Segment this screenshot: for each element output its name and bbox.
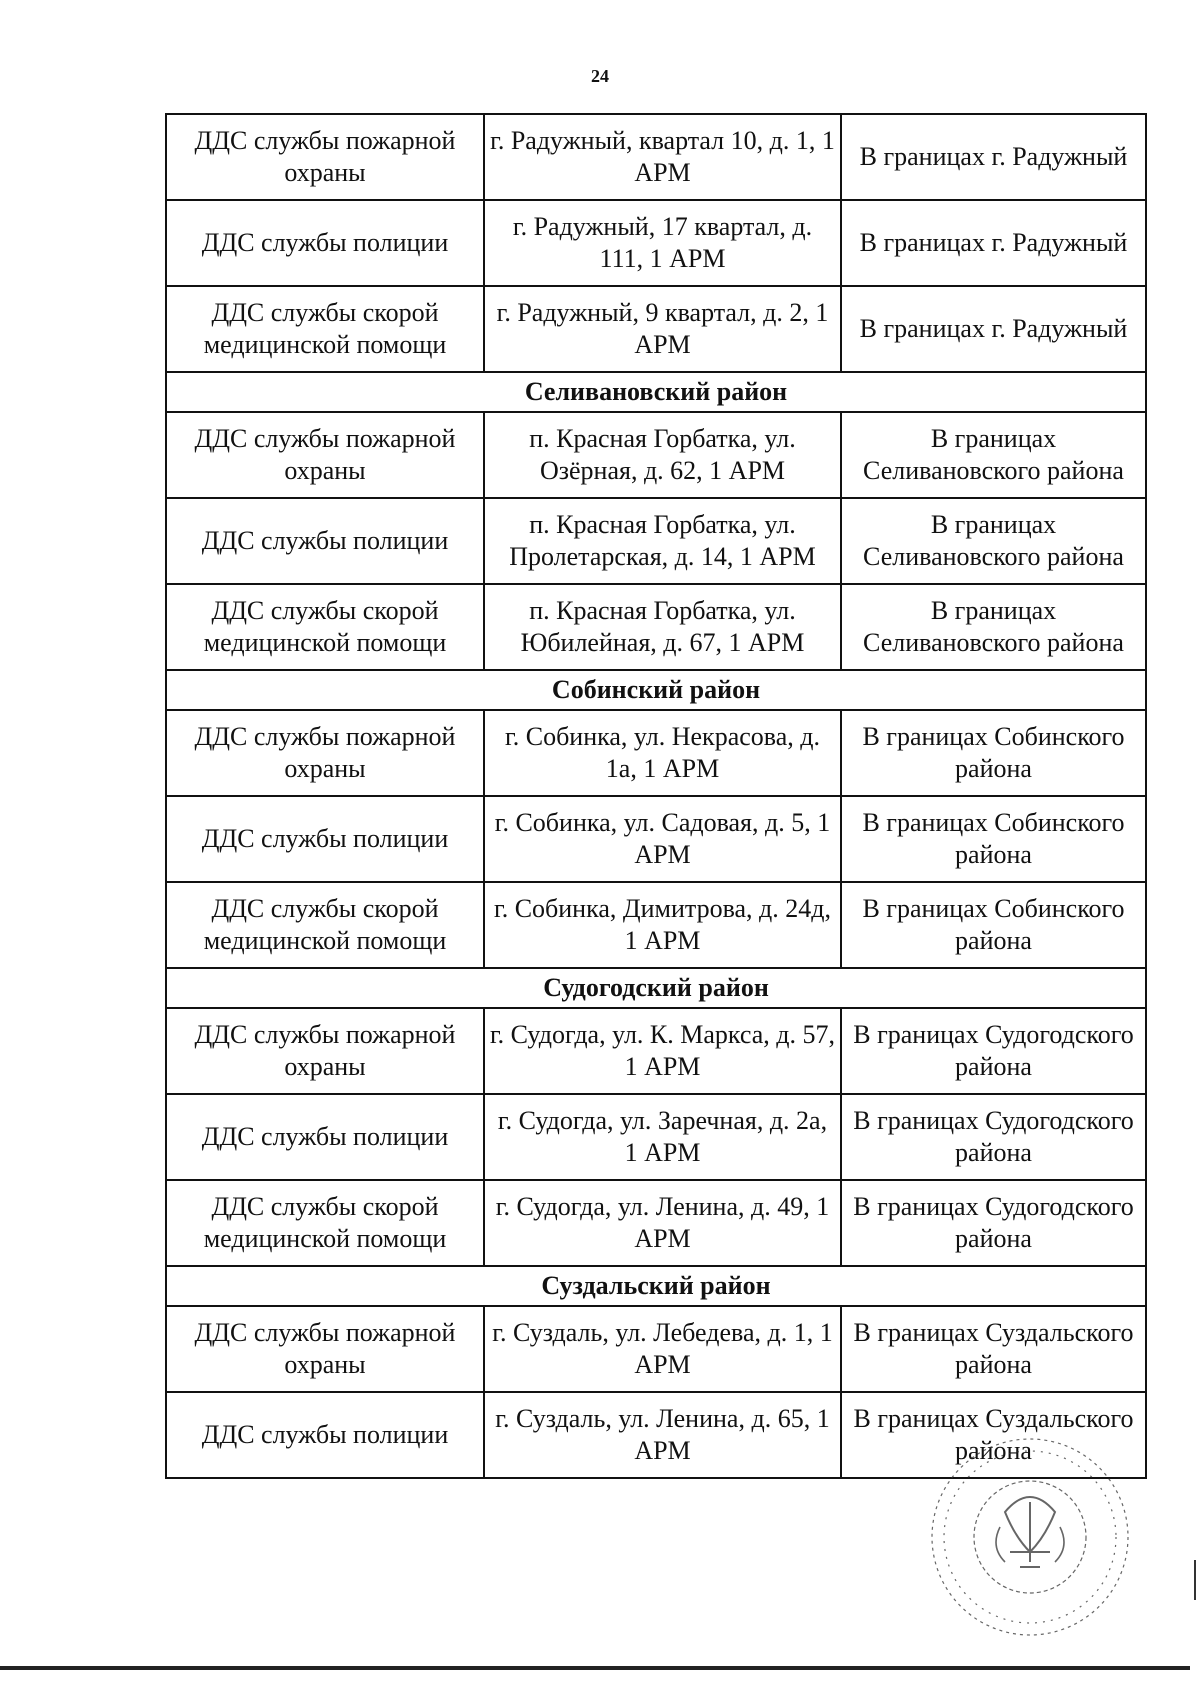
page-bottom-rule: [0, 1666, 1190, 1670]
scan-edge-mark: [1194, 1560, 1196, 1600]
table-row: [166, 200, 1146, 286]
service-cell: ДДС службы полиции: [166, 1392, 484, 1478]
address-cell: г. Радужный, квартал 10, д. 1, 1 АРМ: [484, 114, 841, 200]
table-row: [166, 286, 1146, 372]
address-cell: п. Красная Горбатка, ул. Пролетарская, д. 14, 1 АРМ: [484, 498, 841, 584]
table-row: [166, 498, 1146, 584]
service-cell: ДДС службы скорой медицинской помощи: [166, 882, 484, 968]
zone-cell: В границах Судогодского района: [841, 1008, 1146, 1094]
table-row: [166, 1008, 1146, 1094]
services-table-body: [166, 114, 1146, 1478]
address-cell: п. Красная Горбатка, ул. Озёрная, д. 62, 1 АРМ: [484, 412, 841, 498]
section-title: Судогодский район: [166, 968, 1146, 1008]
address-cell: г. Собинка, ул. Некрасова, д. 1а, 1 АРМ: [484, 710, 841, 796]
service-cell: ДДС службы полиции: [166, 796, 484, 882]
section-header-row: [166, 372, 1146, 412]
table-row: [166, 796, 1146, 882]
section-header-row: [166, 1266, 1146, 1306]
table-row: [166, 1306, 1146, 1392]
address-cell: г. Суздаль, ул. Ленина, д. 65, 1 АРМ: [484, 1392, 841, 1478]
service-cell: ДДС службы пожарной охраны: [166, 1306, 484, 1392]
official-seal-stamp-icon: [910, 1432, 1150, 1642]
table-row: [166, 412, 1146, 498]
address-cell: п. Красная Горбатка, ул. Юбилейная, д. 67, 1 АРМ: [484, 584, 841, 670]
address-cell: г. Судогда, ул. К. Маркса, д. 57, 1 АРМ: [484, 1008, 841, 1094]
address-cell: г. Радужный, 17 квартал, д. 111, 1 АРМ: [484, 200, 841, 286]
service-cell: ДДС службы полиции: [166, 1094, 484, 1180]
table-row: [166, 1094, 1146, 1180]
address-cell: г. Судогда, ул. Ленина, д. 49, 1 АРМ: [484, 1180, 841, 1266]
address-cell: г. Радужный, 9 квартал, д. 2, 1 АРМ: [484, 286, 841, 372]
service-cell: ДДС службы скорой медицинской помощи: [166, 584, 484, 670]
zone-cell: В границах Судогодского района: [841, 1180, 1146, 1266]
table-row: [166, 114, 1146, 200]
table-row: [166, 882, 1146, 968]
table-row: [166, 584, 1146, 670]
address-cell: г. Собинка, ул. Садовая, д. 5, 1 АРМ: [484, 796, 841, 882]
zone-cell: В границах Селивановского района: [841, 412, 1146, 498]
zone-cell: В границах Суздальского района: [841, 1306, 1146, 1392]
section-title: Селивановский район: [166, 372, 1146, 412]
service-cell: ДДС службы полиции: [166, 498, 484, 584]
zone-cell: В границах г. Радужный: [841, 286, 1146, 372]
section-header-row: [166, 968, 1146, 1008]
zone-cell: В границах Собинского района: [841, 882, 1146, 968]
table-row: [166, 710, 1146, 796]
zone-cell: В границах Селивановского района: [841, 584, 1146, 670]
services-table: [165, 113, 1147, 1479]
service-cell: ДДС службы скорой медицинской помощи: [166, 286, 484, 372]
section-title: Суздальский район: [166, 1266, 1146, 1306]
zone-cell: В границах Судогодского района: [841, 1094, 1146, 1180]
section-header-row: [166, 670, 1146, 710]
page-number: 24: [591, 66, 609, 86]
address-cell: г. Судогда, ул. Заречная, д. 2а, 1 АРМ: [484, 1094, 841, 1180]
service-cell: ДДС службы полиции: [166, 200, 484, 286]
address-cell: г. Суздаль, ул. Лебедева, д. 1, 1 АРМ: [484, 1306, 841, 1392]
section-title: Собинский район: [166, 670, 1146, 710]
service-cell: ДДС службы пожарной охраны: [166, 114, 484, 200]
zone-cell: В границах Собинского района: [841, 796, 1146, 882]
zone-cell: В границах г. Радужный: [841, 114, 1146, 200]
service-cell: ДДС службы пожарной охраны: [166, 710, 484, 796]
zone-cell: В границах Суздальского района: [841, 1392, 1146, 1478]
zone-cell: В границах Собинского района: [841, 710, 1146, 796]
service-cell: ДДС службы скорой медицинской помощи: [166, 1180, 484, 1266]
table-row: [166, 1180, 1146, 1266]
zone-cell: В границах Селивановского района: [841, 498, 1146, 584]
address-cell: г. Собинка, Димитрова, д. 24д, 1 АРМ: [484, 882, 841, 968]
service-cell: ДДС службы пожарной охраны: [166, 412, 484, 498]
zone-cell: В границах г. Радужный: [841, 200, 1146, 286]
service-cell: ДДС службы пожарной охраны: [166, 1008, 484, 1094]
